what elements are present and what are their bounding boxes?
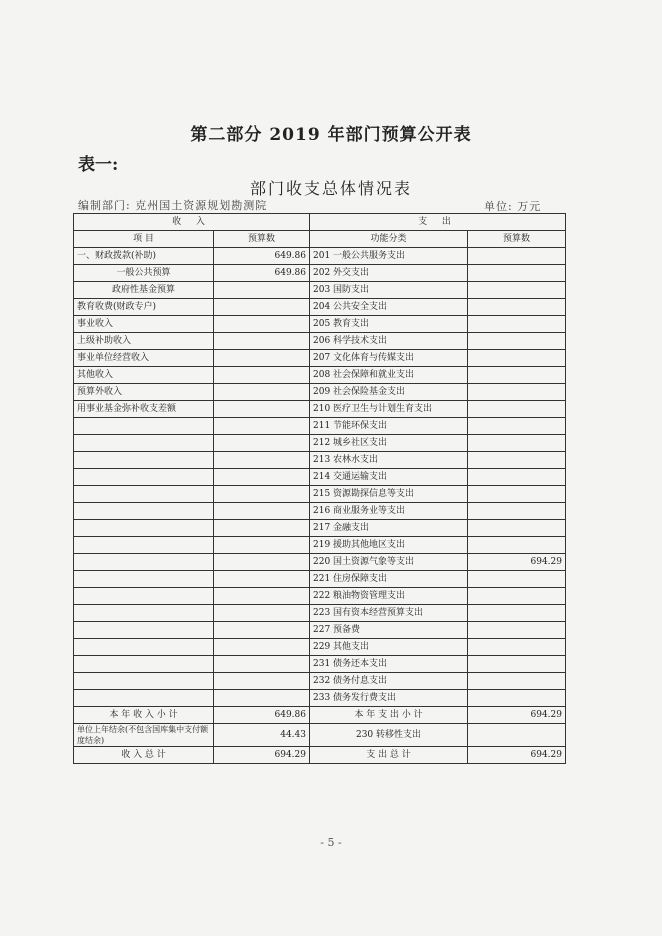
total-row [74, 747, 566, 764]
income-value-cell [214, 452, 310, 469]
expense-total-value: 694.29 [468, 747, 566, 764]
table-row [74, 282, 566, 299]
expense-item-cell: 215 资源勘探信息等支出 [310, 486, 468, 503]
function-column-header: 功能分类 [310, 231, 468, 248]
table-row [74, 265, 566, 282]
expense-value-cell [468, 367, 566, 384]
carryover-value: 44.43 [214, 724, 310, 747]
expense-item-cell: 214 交通运输支出 [310, 469, 468, 486]
table-row [74, 486, 566, 503]
income-value-cell [214, 367, 310, 384]
table-row [74, 435, 566, 452]
table-row [74, 350, 566, 367]
expense-item-cell: 221 住房保障支出 [310, 571, 468, 588]
table-row [74, 469, 566, 486]
expense-value-cell [468, 639, 566, 656]
income-value-cell [214, 639, 310, 656]
income-total-value: 694.29 [214, 747, 310, 764]
table-row [74, 520, 566, 537]
income-item-cell [74, 622, 214, 639]
expense-value-cell [468, 435, 566, 452]
income-item-cell [74, 520, 214, 537]
expense-value-cell [468, 605, 566, 622]
expense-item-cell: 233 债务发行费支出 [310, 690, 468, 707]
expense-value-cell [468, 690, 566, 707]
income-value-cell [214, 299, 310, 316]
income-item-cell: 预算外收入 [74, 384, 214, 401]
part-title: 第二部分 2019 年部门预算公开表 [190, 125, 472, 145]
table-row [74, 690, 566, 707]
section-header-row [74, 214, 566, 231]
income-value-cell [214, 588, 310, 605]
expense-value-cell [468, 622, 566, 639]
income-item-cell: 上级补助收入 [74, 333, 214, 350]
income-item-cell [74, 639, 214, 656]
table-label: 表一: [78, 155, 119, 175]
expense-value-cell [468, 248, 566, 265]
income-value-cell [214, 622, 310, 639]
income-value-cell [214, 605, 310, 622]
expense-item-cell: 211 节能环保支出 [310, 418, 468, 435]
expense-item-cell: 229 其他支出 [310, 639, 468, 656]
expense-value-cell [468, 656, 566, 673]
expense-item-cell: 207 文化体育与传媒支出 [310, 350, 468, 367]
expense-value-cell [468, 265, 566, 282]
carryover-label: 单位上年结余(不包含国库集中支付额度结余) [74, 724, 214, 747]
table-row [74, 401, 566, 418]
carryover-row [74, 724, 566, 747]
expense-value-cell [468, 520, 566, 537]
income-item-cell [74, 571, 214, 588]
income-item-cell: 事业单位经营收入 [74, 350, 214, 367]
income-item-cell [74, 435, 214, 452]
income-item-cell [74, 452, 214, 469]
table-body [74, 248, 566, 707]
income-item-cell [74, 673, 214, 690]
expense-value-cell [468, 299, 566, 316]
expense-item-cell: 205 教育支出 [310, 316, 468, 333]
item-column-header: 项 目 [74, 231, 214, 248]
budget-column-header: 预算数 [214, 231, 310, 248]
transfer-expense-value [468, 724, 566, 747]
expense-item-cell: 232 债务付息支出 [310, 673, 468, 690]
income-value-cell [214, 282, 310, 299]
expense-value-cell [468, 503, 566, 520]
table-row [74, 656, 566, 673]
income-subtotal-label: 本 年 收 入 小 计 [74, 707, 214, 724]
income-value-cell [214, 571, 310, 588]
expense-item-cell: 219 援助其他地区支出 [310, 537, 468, 554]
income-value-cell [214, 469, 310, 486]
unit-line: 单位: 万元 [484, 200, 542, 213]
income-value-cell [214, 333, 310, 350]
table-row [74, 537, 566, 554]
income-value-cell [214, 401, 310, 418]
column-header-row [74, 231, 566, 248]
income-value-cell [214, 316, 310, 333]
expense-item-cell: 216 商业服务业等支出 [310, 503, 468, 520]
expense-item-cell: 210 医疗卫生与计划生育支出 [310, 401, 468, 418]
income-subtotal-value: 649.86 [214, 707, 310, 724]
expense-item-cell: 222 粮油物资管理支出 [310, 588, 468, 605]
table-row [74, 248, 566, 265]
expense-value-cell [468, 571, 566, 588]
expense-item-cell: 217 金融支出 [310, 520, 468, 537]
table-row [74, 503, 566, 520]
budget-table [73, 213, 566, 764]
table-row [74, 622, 566, 639]
table-title: 部门收支总体情况表 [249, 179, 412, 198]
budget2-column-header: 预算数 [468, 231, 566, 248]
expense-item-cell: 231 债务还本支出 [310, 656, 468, 673]
expense-item-cell: 204 公共安全支出 [310, 299, 468, 316]
income-value-cell [214, 350, 310, 367]
expense-subtotal-value: 694.29 [468, 707, 566, 724]
department-line: 编制部门: 克州国土资源规划勘测院 [78, 199, 268, 212]
expense-value-cell [468, 673, 566, 690]
page-number: - 5 - [320, 836, 342, 849]
expense-value-cell [468, 588, 566, 605]
table-row [74, 639, 566, 656]
table-row [74, 316, 566, 333]
expense-value-cell [468, 401, 566, 418]
table-row [74, 333, 566, 350]
income-item-cell [74, 486, 214, 503]
expense-item-cell: 220 国土资源气象等支出 [310, 554, 468, 571]
expense-item-cell: 209 社会保险基金支出 [310, 384, 468, 401]
expense-value-cell [468, 316, 566, 333]
income-value-cell [214, 384, 310, 401]
income-value-cell [214, 418, 310, 435]
table-row [74, 384, 566, 401]
table-row [74, 605, 566, 622]
income-item-cell [74, 418, 214, 435]
income-item-cell [74, 690, 214, 707]
income-value-cell [214, 435, 310, 452]
income-header: 收 入 [74, 214, 310, 231]
expense-item-cell: 202 外交支出 [310, 265, 468, 282]
income-item-cell: 其他收入 [74, 367, 214, 384]
expense-item-cell: 208 社会保障和就业支出 [310, 367, 468, 384]
income-value-cell [214, 554, 310, 571]
expense-subtotal-label: 本 年 支 出 小 计 [310, 707, 468, 724]
table-row [74, 452, 566, 469]
income-item-cell: 用事业基金弥补收支差额 [74, 401, 214, 418]
expense-total-label: 支 出 总 计 [310, 747, 468, 764]
table-row [74, 571, 566, 588]
income-value-cell [214, 656, 310, 673]
expense-header: 支 出 [310, 214, 566, 231]
income-item-cell: 事业收入 [74, 316, 214, 333]
expense-value-cell [468, 350, 566, 367]
table-row [74, 673, 566, 690]
income-item-cell: 一、财政拨款(补助) [74, 248, 214, 265]
expense-value-cell [468, 452, 566, 469]
income-value-cell [214, 503, 310, 520]
income-item-cell [74, 605, 214, 622]
table-row [74, 588, 566, 605]
expense-value-cell: 694.29 [468, 554, 566, 571]
income-item-cell [74, 554, 214, 571]
income-value-cell: 649.86 [214, 248, 310, 265]
expense-item-cell: 212 城乡社区支出 [310, 435, 468, 452]
income-item-cell [74, 469, 214, 486]
income-item-cell: 政府性基金预算 [74, 282, 214, 299]
income-item-cell [74, 656, 214, 673]
expense-value-cell [468, 486, 566, 503]
income-value-cell [214, 673, 310, 690]
income-value-cell [214, 690, 310, 707]
income-value-cell [214, 486, 310, 503]
expense-item-cell: 206 科学技术支出 [310, 333, 468, 350]
table-row [74, 554, 566, 571]
expense-value-cell [468, 469, 566, 486]
income-item-cell: 一般公共预算 [74, 265, 214, 282]
expense-item-cell: 213 农林水支出 [310, 452, 468, 469]
expense-item-cell: 201 一般公共服务支出 [310, 248, 468, 265]
expense-value-cell [468, 333, 566, 350]
income-item-cell: 教育收费(财政专户) [74, 299, 214, 316]
subtotal-row [74, 707, 566, 724]
expense-item-cell: 227 预备费 [310, 622, 468, 639]
income-value-cell: 649.86 [214, 265, 310, 282]
expense-value-cell [468, 537, 566, 554]
income-item-cell [74, 588, 214, 605]
table-row [74, 418, 566, 435]
income-total-label: 收 入 总 计 [74, 747, 214, 764]
expense-value-cell [468, 282, 566, 299]
income-value-cell [214, 537, 310, 554]
income-item-cell [74, 503, 214, 520]
table-row [74, 299, 566, 316]
expense-item-cell: 223 国有资本经营预算支出 [310, 605, 468, 622]
income-value-cell [214, 520, 310, 537]
table-row [74, 367, 566, 384]
transfer-expense-label: 230 转移性支出 [310, 724, 468, 747]
expense-value-cell [468, 384, 566, 401]
expense-item-cell: 203 国防支出 [310, 282, 468, 299]
expense-value-cell [468, 418, 566, 435]
income-item-cell [74, 537, 214, 554]
